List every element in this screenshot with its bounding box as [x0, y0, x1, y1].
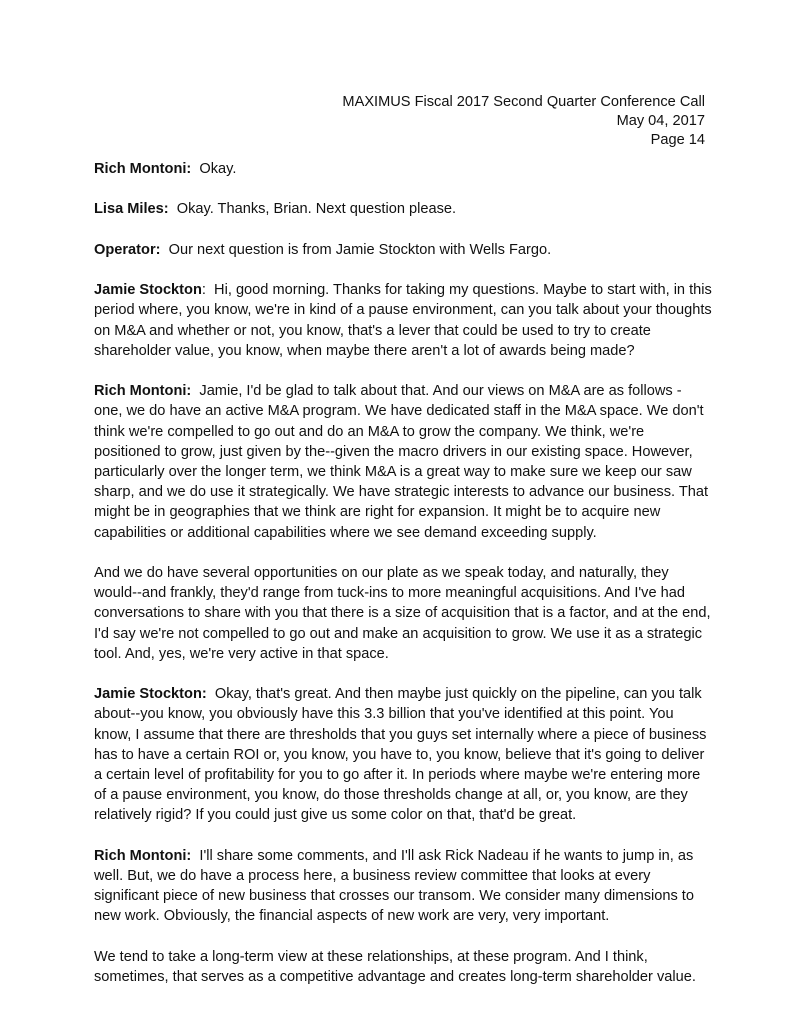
- paragraph-text: And we do have several opportunities on our plate as we speak today, and naturally, they would--and frankly, they'd range from tuck-ins to more meaningful acquisitions. And I've had conversations to share with you that there is a size of acquisition that is a factor, and at the end, I'd say we're not compelled to go out and make an acquisition to grow. We use it as a strategic tool. And, yes, we're very active in that space.: [94, 564, 711, 662]
- paragraph-text: Okay, that's great. And then maybe just quickly on the pipeline, can you talk about--you know, you obviously have this 3.3 billion that you've identified at this point. You know, I assume that there are thresholds that you guys set internally where a piece of business has to have a certain ROI or, you know, you have to, you know, believe that it's going to deliver a certain level of profitability for you to go after it. In periods where maybe we're entering more of a pause environment, you know, do those thresholds change at all, or, you know, are they relatively rigid? If you could just give us some color on that, that'd be great.: [94, 686, 707, 824]
- transcript-paragraph: [94, 563, 714, 664]
- speaker-name: Jamie Stockton:: [94, 686, 207, 703]
- transcript-paragraph: [94, 280, 714, 361]
- transcript-paragraph: [94, 381, 714, 543]
- transcript-paragraph: [94, 240, 714, 260]
- transcript-paragraph: [94, 159, 714, 179]
- speaker-name: Jamie Stockton: [94, 282, 202, 299]
- paragraph-text: I'll share some comments, and I'll ask Rick Nadeau if he wants to jump in, as well. But, we do have a process here, a business review committee that looks at every significant piece of new business that crosses our transom. We consider many dimensions to new work. Obviously, the financial aspects of new work are very, very important.: [94, 847, 694, 925]
- transcript-paragraph: [94, 846, 714, 927]
- paragraph-text: Jamie, I'd be glad to talk about that. And our views on M&A are as follows - one, we do have an active M&A program. We have dedicated staff in the M&A space. We don't think we're compelled to go out and do an M&A to grow the company. We think, we're positioned to grow, just given by the--given the macro drivers in our existing space. However, particularly over the longer term, we think M&A is a great way to make sure we keep our saw sharp, and we do use it strategically. We have strategic interests to advance our business. That might be in geographies that we think are right for expansion. It might be to acquire new capabilities or additional capabilities where we see demand exceeding supply.: [94, 383, 709, 541]
- paragraph-text: Okay. Thanks, Brian. Next question please.: [176, 201, 457, 218]
- speaker-name: Rich Montoni:: [94, 383, 192, 400]
- transcript-paragraph: [94, 947, 714, 987]
- separator: :: [201, 282, 215, 299]
- transcript-body: [94, 159, 714, 1007]
- speaker-name: Rich Montoni:: [94, 847, 192, 864]
- document-header: [342, 93, 705, 150]
- speaker-name: Operator:: [94, 241, 161, 258]
- separator: [207, 686, 215, 702]
- transcript-paragraph: [94, 684, 714, 825]
- speaker-name: Rich Montoni:: [94, 161, 192, 177]
- document-date: May 04, 2017: [616, 113, 705, 129]
- page-number: Page 14: [650, 132, 705, 148]
- separator: [161, 242, 169, 258]
- paragraph-text: Our next question is from Jamie Stockton with Wells Fargo.: [168, 241, 552, 258]
- speaker-name: Lisa Miles:: [94, 201, 169, 218]
- paragraph-text: Okay.: [199, 161, 237, 177]
- transcript-paragraph: [94, 199, 714, 219]
- separator: [169, 201, 177, 217]
- document-title: MAXIMUS Fiscal 2017 Second Quarter Conference Call: [342, 94, 705, 110]
- paragraph-text: We tend to take a long-term view at these relationships, at these program. And I think, sometimes, that serves as a competitive advantage and creates long-term shareholder value.: [94, 948, 696, 985]
- paragraph-text: Hi, good morning. Thanks for taking my questions. Maybe to start with, in this period where, you know, we're in kind of a pause environment, can you talk about your thoughts on M&A and whether or not, you know, that's a lever that could be used to try to create shareholder value, you know, when maybe there aren't a lot of awards being made?: [94, 282, 712, 359]
